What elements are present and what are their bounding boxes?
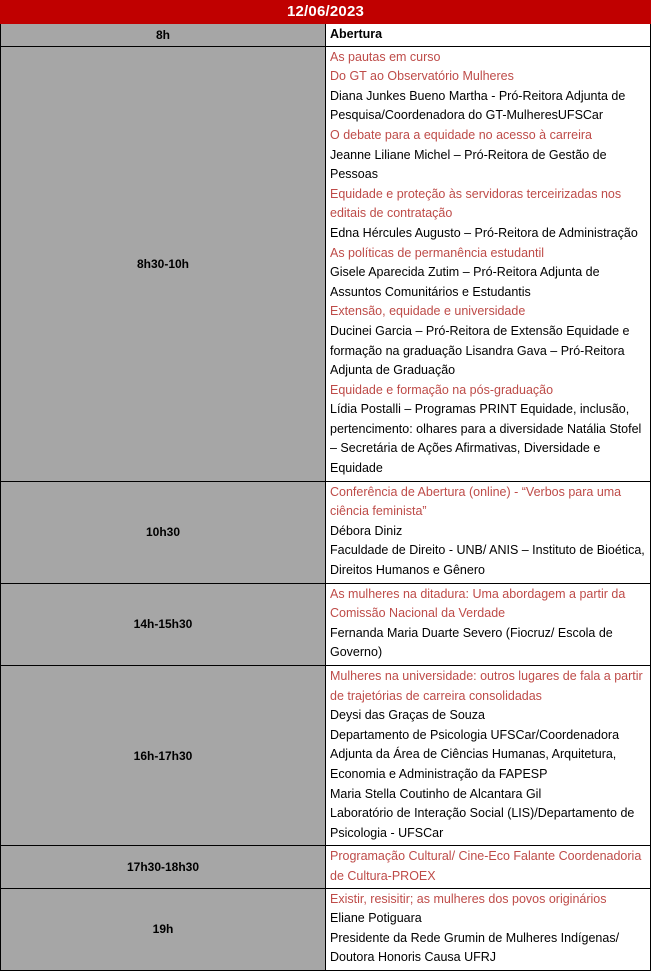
session-detail: Maria Stella Coutinho de Alcantara Gil [330, 786, 542, 801]
session-content [326, 583, 651, 665]
session-content [326, 846, 651, 888]
schedule-row [1, 846, 651, 888]
session-content [326, 666, 651, 846]
event-date: 12/06/2023 [1, 1, 651, 24]
session-title: Equidade e formação na pós-graduação [330, 382, 554, 397]
session-detail: Gisele Aparecida Zutim – Pró-Reitora Adjunta de Assuntos Comunitários e Estudantis [330, 265, 600, 299]
session-title: Conferência de Abertura (online) - “Verbos para uma ciência feminista” [330, 484, 622, 519]
session-detail: Débora Diniz [330, 523, 403, 538]
session-title: As políticas de permanência estudantil [330, 245, 545, 260]
session-detail: Faculdade de Direito - UNB/ ANIS – Instituto de Bioética, Direitos Humanos e Gênero [330, 543, 645, 578]
session-detail: Deysi das Graças de Souza [330, 708, 485, 723]
schedule-row [1, 583, 651, 665]
session-detail: Fernanda Maria Duarte Severo (Fiocruz/ Escola de Governo) [330, 625, 613, 660]
session-title: Do GT ao Observatório Mulheres [330, 69, 514, 84]
schedule-row [1, 481, 651, 583]
session-content [326, 481, 651, 583]
time-slot: 14h-15h30 [1, 583, 326, 665]
session-title: Mulheres na universidade: outros lugares de fala a partir de trajetórias de carreira consolidadas [330, 669, 643, 703]
time-slot: 10h30 [1, 481, 326, 583]
session-detail: Laboratório de Interação Social (LIS)/Departamento de Psicologia - UFSCar [330, 806, 635, 840]
session-title: Existir, resisitir; as mulheres dos povos originários [330, 891, 607, 906]
schedule-row [1, 24, 651, 47]
session-detail: Lídia Postalli – Programas PRINT Equidade, inclusão, pertencimento: olhares para a diversidade Natália Stofel – Secretária de Ações Afirmativas, Diversidade e Equidade [330, 402, 642, 476]
session-detail: Eliane Potiguara [330, 911, 422, 926]
session-content [326, 46, 651, 481]
date-header-row [1, 1, 651, 24]
session-title: Programação Cultural/ Cine-Eco Falante Coordenadoria de Cultura-PROEX [330, 849, 642, 883]
session-title: As mulheres na ditadura: Uma abordagem a partir da Comissão Nacional da Verdade [330, 586, 626, 621]
session-detail: Edna Hércules Augusto – Pró-Reitora de Administração [330, 225, 638, 240]
session-detail: Departamento de Psicologia UFSCar/Coordenadora Adjunta da Área de Ciências Humanas, Arquitetura, Economia e Administração da FAPESP [330, 727, 620, 781]
time-slot: 8h [1, 24, 326, 47]
session-detail: Jeanne Liliane Michel – Pró-Reitora de Gestão de Pessoas [330, 147, 607, 182]
time-slot: 19h [1, 888, 326, 970]
session-title: Extensão, equidade e universidade [330, 304, 526, 319]
schedule-row [1, 666, 651, 846]
schedule-table-body [1, 1, 651, 971]
session-detail: Presidente da Rede Grumin de Mulheres Indígenas/ Doutora Honoris Causa UFRJ [330, 930, 620, 965]
time-slot: 8h30-10h [1, 46, 326, 481]
time-slot: 17h30-18h30 [1, 846, 326, 888]
time-slot: 16h-17h30 [1, 666, 326, 846]
session-detail: Diana Junkes Bueno Martha - Pró-Reitora Adjunta de Pesquisa/Coordenadora do GT-MulheresUFSCar [330, 88, 626, 123]
session-title: O debate para a equidade no acesso à carreira [330, 127, 592, 142]
session-title: As pautas em curso [330, 49, 441, 64]
session-detail: Abertura [330, 27, 383, 41]
schedule-row [1, 888, 651, 970]
session-title: Equidade e proteção às servidoras terceirizadas nos editais de contratação [330, 186, 622, 221]
session-detail: Ducinei Garcia – Pró-Reitora de Extensão Equidade e formação na graduação Lisandra Gava – Pró-Reitora Adjunta de Graduação [330, 323, 630, 378]
session-content [326, 24, 651, 47]
session-content [326, 888, 651, 970]
schedule-row [1, 46, 651, 481]
